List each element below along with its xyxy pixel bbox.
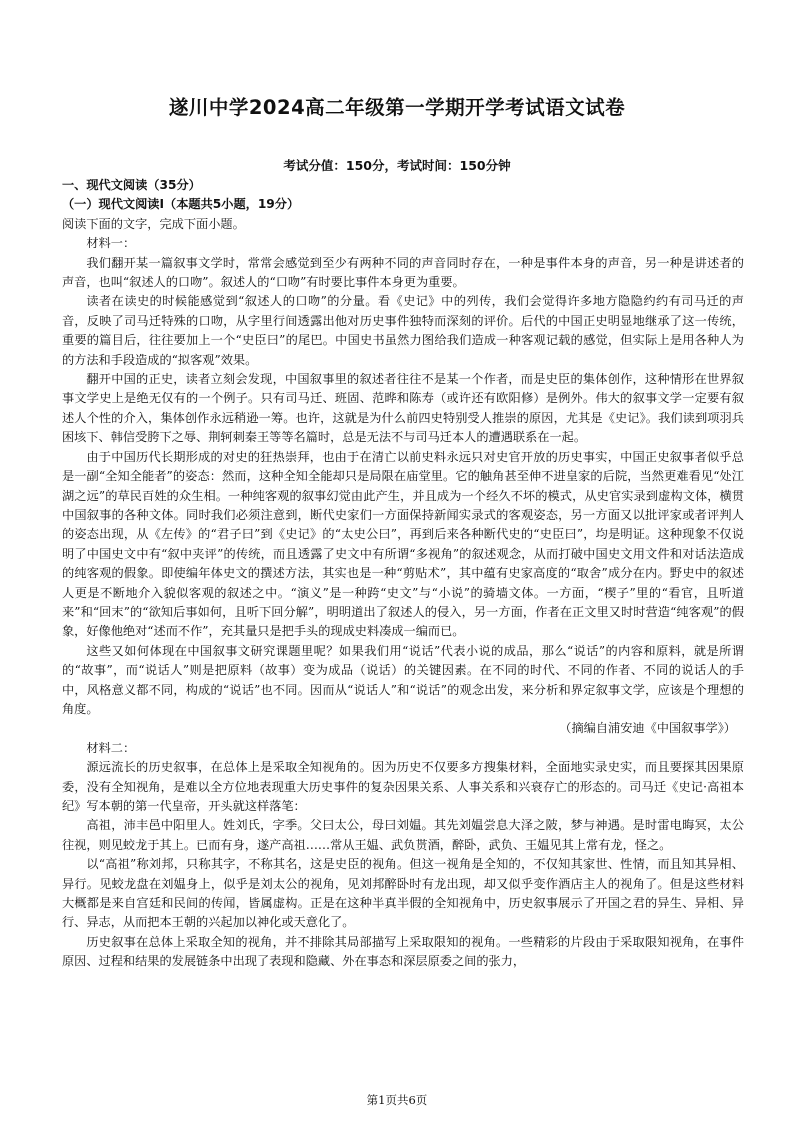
material-1-source: （摘编自浦安迪《中国叙事学》） (559, 721, 736, 736)
material-2-label: 材料二： (86, 740, 136, 755)
instruction-text: 阅读下面的文字，完成下面小题。 (62, 216, 245, 231)
page-title: 遂川中学2024高二年级第一学期开学考试语文试卷 (168, 96, 626, 119)
material-1-label: 材料一： (86, 236, 136, 251)
exam-info: 考试分值：150分，考试时间：150分钟 (283, 158, 511, 173)
material-2-paragraph: 源远流长的历史叙事，在总体上是采取全知视角的。因为历史不仅要多方搜集材料，全面地实录史实，而且要探其因果原委，没有全知视角，是难以全方位地表现重大历史事件的复杂因果关系、人事关系和兴衰存亡的形态的。司马迁《史记·高祖本纪》写本朝的第一代皇帝，开头就这样落笔： (62, 760, 744, 813)
material-2-paragraph: 以“高祖”称刘邦，只称其字，不称其名，这是史臣的视角。但这一视角是全知的，不仅知其家世、性情，而且知其异相、异行。见蛟龙盘在刘媪身上，似乎是刘太公的视角，见刘邦醉卧时有龙出现，却又似乎变作酒店主人的视角了。但是这些材料大概都是来自宫廷和民间的传闻，皆属虚构。正是在这种半真半假的全知视角中，历史叙事展示了开国之君的异生、异相、异行、异志，从而把本王朝的兴起加以神化或天意化了。 (62, 857, 744, 930)
material-1-paragraph: 我们翻开某一篇叙事文学时，常常会感觉到至少有两种不同的声音同时存在，一种是事件本身的声音，另一种是讲述者的声音，也叫“叙述人的口吻”。叙述人的“口吻”有时要比事件本身更为重要。 (62, 255, 744, 290)
section-heading: 一、现代文阅读（35分） (62, 178, 201, 192)
page-number: 第1页共6页 (366, 1093, 428, 1107)
sub-section-heading: （一）现代文阅读Ⅰ（本题共5小题，19分） (62, 197, 300, 212)
material-1-paragraph: 由于中国历代长期形成的对史的狂热崇拜，也由于在清亡以前史料永远只对史官开放的历史事实，中国正史叙事者似乎总是一副“全知全能者”的姿态：然而，这种全知全能却只是局限在庙堂里。它的触角甚至伸不进皇家的后院，当然更难看见“处江湖之远”的草民百姓的众生相。一种纯客观的叙事幻觉由此产生，并且成为一个经久不坏的模式，从史官实录到虚构文体，横贯中国叙事的各种文体。同时我们必须注意到，断代史家们一方面保持新闻实录式的客观姿态，另一方面又以批评家或者评判人的姿态出现，从《左传》的“君子曰”到《史记》的“太史公曰”，再到后来各种断代史的“史臣曰”，均是明证。这种现象不仅说明了中国史文中有“叙中夹评”的传统，而且透露了史文中有所谓“多视角”的叙述观念，从而打破中国史文用文件和对话法造成的纯客观的假象。即使编年体史文的撰述方法，其实也是一种“剪贴术”，其中蕴有史家高度的“取舍”成分在内。野史中的叙述人更是不断地介入貌似客观的叙述之中。“演义”是一种跨“史文”与“小说”的骑墙文体。一方面，“楔子”里的“看官，且听道来”和“回末”的“欲知后事如何，且听下回分解”，明明道出了叙述人的侵入，另一方面，作者在正文里又时时营造“纯客观”的假象，好像他绝对“述而不作”，充其量只是把手头的现成史料凑成一编而已。 (62, 449, 744, 639)
material-2-quote: 高祖，沛丰邑中阳里人。姓刘氏，字季。父曰太公，母曰刘媪。其先刘媪尝息大泽之陂，梦与神遇。是时雷电晦冥，太公往视，则见蛟龙于其上。已而有身，遂产高祖……常从王媪、武负贳酒，醉卧，武负、王媪见其上常有龙，怪之。 (62, 818, 744, 852)
material-2-paragraph: 历史叙事在总体上采取全知的视角，并不排除其局部描写上采取限知的视角。一些精彩的片段由于采取限知视角，在事件原因、过程和结果的发展链条中出现了表现和隐藏、外在事态和深层原委之间的张力， (62, 934, 744, 969)
material-1-paragraph: 这些又如何体现在中国叙事文研究课题里呢？如果我们用“说话”代表小说的成品，那么“说话”的内容和原料，就是所谓的“故事”，而“说话人”则是把原料（故事）变为成品（说话）的关键因素。在不同的时代、不同的作者、不同的说话人的手中，风格意义都不同，构成的“说话”也不同。因而从“说话人”和“说话”的观念出发，来分析和界定叙事文学，应该是个理想的角度。 (62, 643, 744, 716)
exam-content (62, 176, 744, 972)
material-1-paragraph: 读者在读史的时候能感觉到“叙述人的口吻”的分量。看《史记》中的列传，我们会觉得许多地方隐隐约约有司马迁的声音，反映了司马迁特殊的口吻，从字里行间透露出他对历史事件独特而深刻的评价。后代的中国正史明显地继承了这一传统，重要的篇目后，往往要加上一个“史臣曰”的尾巴。中国史书虽然力图给我们造成一种客观记载的感觉，但实际上是用各种人为的方法和手段造成的“拟客观”效果。 (62, 294, 744, 367)
material-1-paragraph: 翻开中国的正史，读者立刻会发现，中国叙事里的叙述者往往不是某一个作者，而是史臣的集体创作，这种情形在世界叙事文学史上是绝无仅有的一个例子。只有司马迁、班固、范晔和陈寿（或许还有欧阳修）是例外。伟大的叙事文学一定要有叙述人个性的介入，集体创作永远稍逊一筹。也许，这就是为什么前四史特别受人推崇的原因，尤其是《史记》。我们读到项羽兵困垓下、韩信受胯下之辱、荆轲刺秦王等等名篇时，总是无法不与司马迁本人的遭遇联系在一起。 (62, 372, 744, 445)
